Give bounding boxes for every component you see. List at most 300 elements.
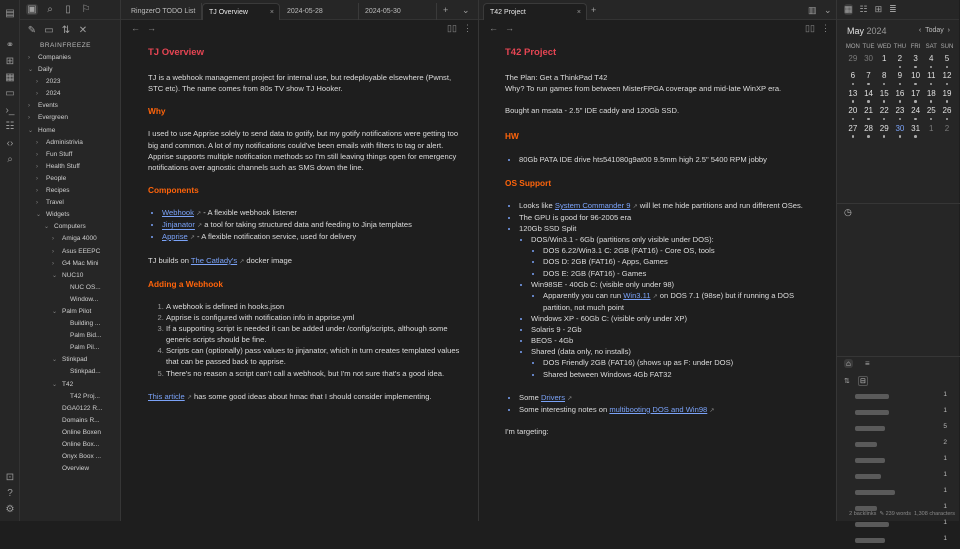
tree-item[interactable] — [20, 149, 120, 161]
tab-list-icon[interactable]: ⌄ — [824, 5, 832, 15]
chevron-down-icon[interactable]: ⌄ — [52, 308, 58, 315]
text: 120Gb SSD Split — [519, 223, 577, 233]
tree-item[interactable] — [20, 233, 120, 245]
day-number: 22 — [879, 106, 889, 116]
chevron-right-icon[interactable]: › — [52, 236, 54, 243]
tag-icon[interactable]: ⌂ — [846, 359, 851, 368]
tree-item-label: Home — [38, 126, 56, 134]
tree-item[interactable] — [20, 173, 120, 185]
list-item — [519, 392, 815, 404]
search-icon[interactable]: ⌕ — [7, 154, 13, 165]
components-list — [162, 207, 460, 242]
calendar-day[interactable] — [876, 70, 892, 87]
drivers-link[interactable]: Drivers — [540, 392, 565, 402]
prev-month-icon[interactable]: ‹ — [918, 27, 922, 34]
day-number: 30 — [864, 54, 873, 63]
tree-item[interactable] — [20, 270, 120, 282]
tag-row[interactable] — [837, 437, 960, 453]
list-item — [519, 223, 815, 380]
tree-item[interactable] — [20, 64, 120, 76]
tree-item[interactable] — [20, 366, 120, 378]
word-count: 239 words — [885, 511, 911, 517]
today-button[interactable]: Today — [925, 27, 944, 34]
sidebar-toggle-right-icon[interactable]: ▥ — [808, 5, 817, 15]
table-tab-icon[interactable]: ☷ — [859, 4, 868, 14]
calendar-day[interactable] — [845, 105, 861, 122]
tree-item-label: Fun Stuff — [46, 150, 73, 158]
tree-item[interactable] — [20, 342, 120, 354]
os-list — [519, 200, 815, 380]
weekday-label: SUN — [940, 44, 954, 50]
day-number: 17 — [911, 88, 921, 98]
list-item — [543, 290, 815, 313]
calendar-day[interactable] — [908, 105, 924, 122]
calendar-tab-icon[interactable]: ▦ — [844, 4, 853, 14]
tab-label: TJ Overview — [209, 9, 248, 16]
tree-item[interactable] — [20, 258, 120, 270]
code-icon[interactable]: ‹› — [6, 138, 14, 149]
external-link-icon: ↗ — [196, 211, 202, 218]
help-circle-icon[interactable]: ? — [7, 488, 13, 499]
list-item: • DOS 6.22/Win3.1 C: 2GB (FAT16) - Core OS, tools — [543, 245, 815, 256]
text: Looks like — [519, 200, 555, 210]
tree-item-label: Administrivia — [46, 138, 83, 146]
tree-item-label: T42 — [62, 380, 74, 388]
day-number: 3 — [913, 54, 918, 63]
chevron-right-icon[interactable]: › — [36, 151, 38, 158]
article-link[interactable]: This article — [148, 391, 185, 401]
forward-arrow-icon[interactable]: → — [147, 23, 156, 33]
reading-view-icon[interactable]: ▯▯ — [447, 23, 457, 33]
note-dot-icon — [930, 66, 933, 69]
calendar-day[interactable] — [908, 88, 924, 105]
calendar-day[interactable] — [892, 53, 908, 70]
weekday-label: THU — [893, 44, 907, 50]
char-count: 1,308 characters — [914, 511, 955, 517]
list-item: • BEOS - 4Gb — [531, 335, 815, 346]
day-number: 28 — [864, 123, 873, 133]
tree-item-label: Palm Bid... — [70, 332, 102, 340]
day-number: 14 — [864, 88, 873, 98]
day-number: 6 — [850, 71, 856, 81]
tag-row[interactable] — [837, 405, 960, 421]
webhook-link[interactable]: Webhook — [162, 208, 194, 218]
day-number: 12 — [942, 71, 952, 81]
tag-name-redacted — [855, 410, 889, 415]
day-number: 11 — [927, 71, 936, 81]
calendar-day[interactable] — [861, 123, 877, 140]
external-link-icon: ↗ — [197, 223, 203, 230]
left-editor[interactable] — [148, 37, 460, 521]
list-item: • Shared between Windows 4Gb FAT32 — [543, 369, 815, 380]
chevron-right-icon[interactable]: › — [36, 200, 38, 207]
note-dot-icon — [914, 83, 917, 86]
calendar-day[interactable] — [939, 88, 955, 105]
text: Shared (data only, no installs) — [531, 347, 631, 357]
day-number: 5 — [944, 54, 950, 63]
chevron-down-icon[interactable]: ⌄ — [52, 381, 58, 388]
tree-item-label: Stinkpad... — [70, 368, 101, 376]
left-nav-bar — [121, 21, 479, 37]
tab-2024-05-30[interactable] — [359, 3, 437, 20]
calendar-day[interactable] — [861, 70, 877, 87]
tree-item[interactable] — [20, 391, 120, 403]
tree-item[interactable] — [20, 354, 120, 366]
catlady-link[interactable]: The Catlady's — [190, 255, 238, 265]
new-tab-icon[interactable]: + — [591, 5, 597, 15]
file-tree — [20, 52, 120, 475]
tree-item[interactable] — [20, 294, 120, 306]
intro-paragraph: TJ is a webhook management project for internal use, but redeployable elsewhere (Pwnst, STC etc). The name comes from 80s TV show TJ Hooker. — [148, 72, 452, 94]
hierarchy-icon[interactable]: ⊟ — [860, 378, 866, 385]
calendar-day[interactable] — [845, 123, 861, 140]
tree-item[interactable] — [20, 197, 120, 209]
tag-count: 1 — [943, 503, 947, 510]
chevron-right-icon[interactable]: › — [36, 79, 38, 86]
tree-item[interactable] — [20, 379, 120, 391]
tree-item[interactable] — [20, 282, 120, 294]
calendar-day[interactable] — [861, 105, 877, 122]
jinjanator-link[interactable]: Jinjanator — [162, 220, 195, 230]
search-tab-icon[interactable]: ⌕ — [47, 4, 53, 15]
day-number: 21 — [864, 106, 873, 116]
why-line: Why? To run games from between MisterFPGA coverage and mid-late WinXP era. — [505, 84, 782, 94]
builds-paragraph — [148, 255, 460, 267]
tree-item[interactable] — [20, 451, 120, 463]
files-icon[interactable]: ▣ — [27, 4, 37, 15]
text: has some good ideas about hmac that I should consider implementing. — [191, 391, 432, 401]
graph-icon[interactable]: ⚭ — [5, 40, 15, 51]
command-icon[interactable]: ›_ — [5, 105, 15, 116]
collapse-icon[interactable]: ✕ — [78, 24, 88, 36]
apprise-link[interactable]: Apprise — [162, 231, 188, 241]
chevron-down-icon[interactable]: ⌄ — [36, 212, 42, 219]
tree-item-label: Health Stuff — [46, 162, 80, 170]
win311-link[interactable]: Win3.11 — [623, 290, 651, 300]
calendar-day[interactable] — [861, 88, 877, 105]
calendar-day[interactable] — [923, 88, 939, 105]
edit-icon[interactable]: ✎ — [879, 511, 885, 517]
text: DOS/Win3.1 - 6Gb (partitions only visible under DOS): — [531, 235, 714, 245]
calendar-day[interactable] — [939, 70, 955, 87]
recent-section — [837, 203, 960, 223]
settings-icon[interactable]: ⚙ — [5, 504, 15, 515]
tree-item-label: Online Box... — [62, 441, 100, 448]
sublist — [531, 234, 815, 380]
calendar-day[interactable] — [845, 53, 861, 70]
list-tab-icon[interactable]: ≣ — [889, 4, 897, 14]
weekday-label: TUE — [862, 44, 875, 50]
vault-name[interactable]: BRAINFREEZE — [40, 42, 92, 49]
tree-item[interactable] — [20, 100, 120, 112]
sidebar-toggle-icon[interactable]: ▤ — [5, 8, 15, 19]
chevron-down-icon[interactable]: ⌄ — [52, 272, 58, 279]
right-sidebar-tabs — [837, 0, 959, 20]
tab-2024-05-28[interactable] — [281, 3, 359, 20]
tree-item[interactable] — [20, 306, 120, 318]
list-icon[interactable]: ≡ — [865, 359, 870, 368]
pane-divider[interactable] — [478, 0, 479, 521]
tag-row[interactable] — [837, 533, 960, 549]
chevron-right-icon[interactable]: › — [28, 55, 30, 61]
calendar-day[interactable] — [892, 123, 908, 140]
chevron-down-icon[interactable]: ⌄ — [28, 67, 34, 74]
note-dot-icon — [852, 83, 855, 86]
external-link-icon: ↗ — [189, 234, 195, 241]
reading-view-icon[interactable]: ▯▯ — [805, 23, 815, 33]
note-dot-icon — [930, 118, 933, 121]
tree-item-label: Building ... — [70, 320, 101, 328]
tag-row[interactable] — [837, 469, 960, 485]
list-item: • 80Gb PATA IDE drive hts541080g9at00 9.5mm high 2.5" 5400 RPM jobby — [519, 154, 815, 165]
day-number: 4 — [929, 54, 934, 63]
bought-line: Bought an msata - 2.5" IDE caddy and 120Gb SSD. — [505, 106, 680, 116]
tree-item[interactable] — [20, 209, 120, 221]
new-note-icon[interactable]: ✎ — [27, 24, 37, 36]
calendar-day[interactable] — [845, 88, 861, 105]
chevron-right-icon[interactable]: › — [36, 139, 38, 146]
tag-row[interactable] — [837, 485, 960, 501]
note-dot-icon — [914, 66, 917, 69]
tree-item[interactable] — [20, 161, 120, 173]
note-dot-icon — [946, 66, 949, 69]
tree-item[interactable] — [20, 403, 120, 415]
tree-item-label: Domains R... — [62, 416, 100, 424]
list-item — [531, 234, 815, 279]
heading-adding-webhook: Adding a Webhook — [148, 278, 223, 289]
explorer-tabs — [20, 0, 120, 20]
note-dot-icon — [914, 135, 917, 138]
note-dot-icon — [899, 100, 902, 103]
calendar-day[interactable] — [923, 53, 939, 70]
tree-item-label: Window... — [70, 295, 99, 303]
note-dot-icon — [867, 135, 870, 138]
sort-icon[interactable]: ⇅ — [844, 378, 850, 385]
back-arrow-icon[interactable]: ← — [489, 23, 498, 33]
canvas-icon[interactable]: ⊞ — [5, 56, 15, 67]
year-label: 2024 — [866, 26, 887, 36]
note-dot-icon — [883, 83, 886, 86]
tag-name-redacted — [855, 490, 895, 495]
tag-name-redacted — [855, 426, 885, 431]
day-number: 7 — [866, 71, 871, 81]
day-number: 18 — [926, 88, 936, 98]
plan-line: The Plan: Get a ThinkPad T42 — [505, 72, 608, 82]
tags-tabs — [837, 357, 960, 373]
status-bar — [849, 508, 959, 521]
day-number: 26 — [942, 106, 952, 116]
chevron-right-icon[interactable]: › — [52, 248, 54, 255]
tag-row[interactable] — [837, 421, 960, 437]
note-dot-icon — [946, 83, 949, 86]
tree-item-label: 2023 — [46, 78, 61, 86]
calendar-day[interactable] — [876, 123, 892, 140]
tab-t42-project[interactable] — [483, 3, 587, 20]
list-item — [519, 200, 815, 212]
tree-item[interactable] — [20, 137, 120, 149]
template-icon[interactable]: ▭ — [5, 88, 15, 99]
note-dot-icon — [930, 83, 933, 86]
sort-icon[interactable]: ⇅ — [61, 24, 71, 36]
clock-icon[interactable]: ◷ — [844, 207, 852, 217]
day-number: 2 — [897, 54, 903, 63]
list-item: • Windows XP - 60Gb C: (visible only under XP) — [531, 313, 815, 324]
calendar-day[interactable] — [923, 123, 939, 140]
list-item: 1. A webhook is defined in hooks.json — [166, 301, 460, 312]
note-dot-icon — [867, 83, 870, 86]
calendar-day[interactable] — [923, 105, 939, 122]
calendar-day[interactable] — [876, 88, 892, 105]
calendar-day[interactable] — [845, 70, 861, 87]
outline-tab-icon[interactable]: ⊞ — [874, 4, 883, 14]
tab-list-icon[interactable]: ⌄ — [462, 5, 470, 15]
tree-item[interactable] — [20, 330, 120, 342]
file-explorer — [20, 0, 121, 521]
tree-item[interactable] — [20, 52, 120, 64]
tree-item[interactable] — [20, 88, 120, 100]
external-link-icon: ↗ — [567, 395, 573, 402]
tree-item-label: T42 Proj... — [70, 392, 100, 400]
article-paragraph — [148, 391, 460, 403]
tree-item[interactable] — [20, 125, 120, 137]
chevron-down-icon[interactable]: ⌄ — [52, 357, 58, 364]
left-tab-bar — [121, 0, 479, 20]
bookmark-icon[interactable]: ⚐ — [81, 4, 91, 15]
calendar-day[interactable] — [892, 105, 908, 122]
note-dot-icon — [852, 118, 855, 121]
tree-item-label: Daily — [38, 66, 53, 74]
tree-item[interactable] — [20, 112, 120, 124]
calendar-day[interactable] — [939, 105, 955, 122]
tag-row[interactable] — [837, 453, 960, 469]
calendar-icon[interactable]: ▦ — [5, 72, 15, 83]
text: Apparently you can run — [543, 290, 624, 300]
calendar-day[interactable] — [892, 88, 908, 105]
day-number: 29 — [879, 123, 889, 133]
calendar-day[interactable] — [923, 70, 939, 87]
table-icon[interactable]: ☷ — [5, 121, 15, 132]
text: TJ builds on — [148, 255, 191, 265]
calendar-day[interactable] — [908, 123, 924, 140]
close-icon[interactable]: × — [576, 9, 581, 16]
tree-item[interactable] — [20, 463, 120, 475]
next-month-icon[interactable]: › — [947, 27, 950, 34]
tab-tj-overview[interactable] — [202, 3, 280, 20]
back-arrow-icon[interactable]: ← — [131, 23, 140, 33]
calendar-header — [837, 20, 959, 42]
multiboot-link[interactable]: multibooting DOS and Win98 — [609, 404, 708, 414]
bookmarks-icon[interactable]: ▯ — [65, 4, 71, 15]
chevron-right-icon[interactable]: › — [36, 175, 38, 182]
tree-item-label: NUC OS... — [70, 283, 101, 291]
calendar-day[interactable] — [908, 70, 924, 87]
tag-count: 1 — [943, 535, 947, 542]
tree-item-label: Evergreen — [38, 114, 68, 122]
note-dot-icon — [883, 118, 886, 121]
tab-label: RingzerO TODO List — [131, 8, 196, 15]
external-link-icon: ↗ — [709, 407, 715, 414]
tag-count: 1 — [943, 407, 947, 414]
day-number: 25 — [926, 106, 936, 116]
tag-row[interactable] — [837, 389, 960, 405]
calendar-day[interactable] — [908, 53, 924, 70]
day-number: 24 — [911, 106, 921, 116]
list-item — [531, 279, 815, 313]
chevron-right-icon[interactable]: › — [36, 188, 38, 195]
calendar-controls — [919, 27, 950, 34]
forward-arrow-icon[interactable]: → — [505, 23, 514, 33]
tree-item[interactable] — [20, 318, 120, 330]
tag-count: 1 — [943, 487, 947, 494]
new-tab-icon[interactable]: + — [443, 5, 449, 15]
tab-ringzero-todo[interactable] — [125, 3, 202, 20]
calendar-day[interactable] — [876, 105, 892, 122]
right-editor[interactable] — [505, 37, 815, 521]
chevron-right-icon[interactable]: › — [36, 163, 38, 170]
chevron-right-icon[interactable]: › — [28, 115, 30, 122]
tree-item[interactable] — [20, 439, 120, 451]
tab-label: 2024-05-28 — [287, 8, 323, 15]
tag-count: 1 — [943, 519, 947, 526]
chevron-down-icon[interactable]: ⌄ — [28, 127, 34, 134]
heading-components: Components — [148, 185, 199, 196]
calendar-day[interactable] — [861, 53, 877, 70]
calendar-day[interactable] — [876, 53, 892, 70]
tree-item-label: Asus EEEPC — [62, 247, 101, 255]
weekday-label: SAT — [925, 44, 937, 50]
list-item — [162, 231, 460, 243]
sublist — [543, 290, 815, 313]
tree-item-label: Recipes — [46, 187, 70, 195]
tree-item[interactable] — [20, 415, 120, 427]
text: Some interesting notes on — [519, 404, 610, 414]
calendar-month — [847, 26, 887, 36]
tree-item-label: Onyx Boox ... — [62, 453, 102, 461]
tree-item[interactable] — [20, 185, 120, 197]
more-options-icon[interactable]: ⋮ — [821, 23, 830, 33]
list-item: • The GPU is good for 96-2005 era — [519, 212, 815, 223]
tree-item[interactable] — [20, 246, 120, 258]
backlinks-count[interactable]: 2 backlinks — [849, 511, 877, 517]
new-folder-icon[interactable]: ▭ — [44, 24, 54, 36]
day-number: 15 — [879, 88, 889, 98]
close-icon[interactable]: × — [269, 9, 274, 16]
text: Win98SE - 40Gb C: (visible only under 98) — [531, 279, 675, 289]
chevron-down-icon[interactable]: ⌄ — [44, 224, 50, 231]
chevron-right-icon[interactable]: › — [28, 103, 30, 110]
links-list — [519, 392, 815, 416]
heading-why: Why — [148, 106, 166, 117]
tree-item[interactable] — [20, 221, 120, 233]
list-item: • DOS Friendly 2GB (FAT16) (shows up as F: under DOS) — [543, 357, 815, 368]
day-number: 8 — [881, 71, 887, 81]
help-icon[interactable]: ⊡ — [5, 472, 15, 483]
system-commander-link[interactable]: System Commander 9 — [554, 200, 631, 210]
tag-count: 5 — [943, 423, 947, 430]
tree-item[interactable] — [20, 76, 120, 88]
weekday-label: FRI — [910, 44, 921, 50]
calendar-day[interactable] — [892, 70, 908, 87]
tag-name-redacted — [855, 474, 881, 479]
chevron-right-icon[interactable]: › — [52, 260, 54, 267]
day-number: 20 — [848, 106, 858, 116]
tree-item[interactable] — [20, 427, 120, 439]
calendar-day[interactable] — [939, 123, 955, 140]
chevron-right-icon[interactable]: › — [36, 91, 38, 98]
more-options-icon[interactable]: ⋮ — [463, 23, 472, 33]
calendar-day[interactable] — [939, 53, 955, 70]
day-number: 19 — [942, 88, 952, 98]
